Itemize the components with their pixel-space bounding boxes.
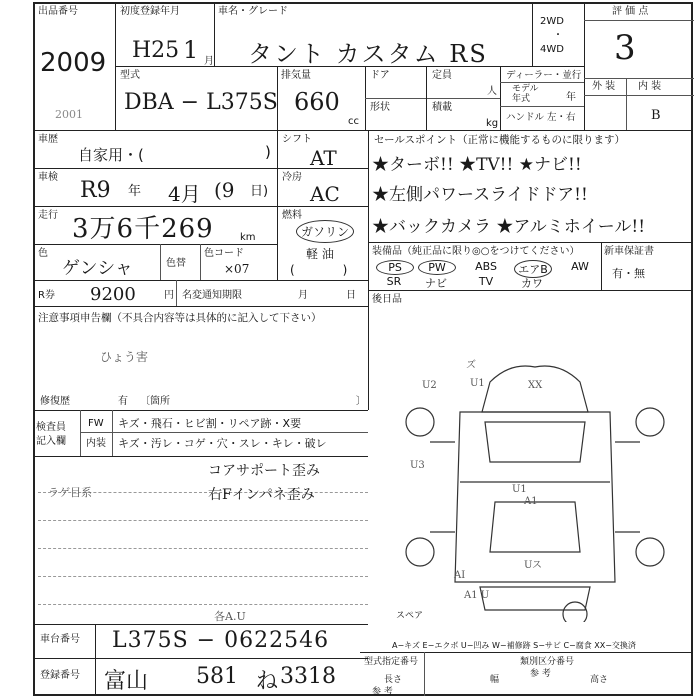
- ref-label-2: 参 考: [530, 669, 551, 679]
- diagram-note-ai: AI: [454, 570, 466, 581]
- inspector-label-1: 検査員: [36, 422, 66, 433]
- repair-label: 修復歴: [40, 396, 70, 407]
- diagram-note-u1b: U1: [512, 484, 527, 495]
- equipment-item: カワ: [521, 277, 543, 290]
- score-interior-label: 内 装: [638, 81, 662, 92]
- diagram-note-su: ス: [532, 560, 542, 571]
- score-exterior-label: 外 装: [592, 81, 616, 92]
- lot-label: 出品番号: [38, 6, 78, 17]
- width-label: 幅: [490, 675, 500, 685]
- model-year-unit: 年: [566, 92, 576, 103]
- diagram-note-a1: A1: [524, 496, 538, 507]
- deadline-day: 日: [346, 290, 356, 301]
- deadline-label: 名変通知期限: [182, 290, 242, 301]
- sales-line-1: ★ターボ!! ★TV!! ★ナビ!!: [372, 155, 582, 175]
- chassis-value: L375S − 0622546: [112, 628, 330, 653]
- int-items: キズ・汚レ・コゲ・穴・スレ・キレ・破レ: [118, 437, 327, 450]
- diagram-note-zu: ズ: [466, 360, 476, 371]
- equipment-item: PW: [418, 260, 456, 275]
- model-value: タント カスタム RS: [248, 40, 488, 68]
- capacity-label: 定員: [432, 70, 452, 81]
- repair-close: 〕: [356, 396, 366, 407]
- handle-label: ハンドル 左・右: [506, 112, 576, 123]
- fuel-diesel: 軽 油: [306, 247, 334, 261]
- model-year-label: モデル 年式: [512, 84, 539, 104]
- damage-legend: A−キズ E−エクボ U−凹み W−補修跡 S−サビ C−腐食 XX−交換済: [392, 641, 636, 650]
- score-interior-value: B: [651, 108, 661, 123]
- equipment-item: PS: [376, 260, 414, 275]
- shift-value: AT: [310, 146, 337, 170]
- color-code-value: ×07: [224, 262, 250, 276]
- repair-place: 〔箇所: [140, 396, 170, 407]
- recycle-unit: 円: [164, 290, 174, 301]
- spare-label: スペア: [396, 611, 424, 621]
- equipment-item: TV: [478, 275, 494, 288]
- length-label: 長さ: [384, 675, 403, 685]
- class-label: 類別区分番号: [520, 657, 575, 667]
- color-tone-label: 色替: [166, 258, 186, 269]
- plate-label: 登録番号: [40, 670, 80, 681]
- equipment-label: 装備品（純正品に限り◎○をつけてください）: [372, 246, 580, 257]
- reg-year-label: 初度登録年月: [120, 6, 180, 17]
- reg-month-unit: 月: [204, 56, 214, 67]
- history-close: ): [265, 143, 271, 161]
- plate-kana: ね: [256, 669, 279, 694]
- recycle-value: 9200: [90, 284, 136, 305]
- ref-label-1: 参 考: [372, 687, 393, 697]
- fuel-gasoline: ガソリン: [296, 220, 354, 243]
- int-label: 内装: [86, 438, 106, 449]
- diagram-note-u: U: [524, 560, 533, 571]
- inspection-day-unit: 日): [250, 184, 269, 199]
- drive-2wd: 2WD: [540, 16, 564, 27]
- notes-label: 注意事項申告欄（不具合内容等は具体的に記入して下さい）: [38, 312, 322, 324]
- type-label: 型式: [120, 70, 140, 81]
- warranty-label: 新車保証書: [604, 246, 654, 257]
- remark-line-2: 右Fインパネ歪み: [208, 487, 315, 503]
- inspection-value: R9: [80, 178, 111, 203]
- plate-number: 581: [196, 664, 238, 689]
- capacity-unit: 人: [487, 86, 497, 97]
- deadline-month: 月: [298, 290, 308, 301]
- plate-region: 富山: [104, 669, 149, 694]
- inspector-label-2: 記入欄: [36, 436, 66, 447]
- remark-line-3: ラゲ目系: [48, 486, 92, 499]
- door-label: ドア: [370, 70, 390, 81]
- type-designation-label: 型式指定番号: [364, 657, 419, 667]
- remark-line-1: コアサポート歪み: [208, 463, 320, 479]
- chassis-label: 車台番号: [40, 634, 80, 645]
- load-unit: kg: [486, 118, 499, 129]
- inspection-label: 車検: [38, 172, 58, 183]
- height-label: 高さ: [590, 675, 609, 685]
- shift-label: シフト: [282, 134, 312, 145]
- drive-dot: ・: [553, 30, 563, 41]
- score-label: 評 価 点: [612, 6, 649, 17]
- equipment-item: AW: [571, 260, 589, 273]
- repair-value: 有: [118, 396, 128, 407]
- inspection-year-unit: 年: [128, 184, 142, 199]
- plate-digits: 3318: [280, 664, 336, 689]
- diagram-note-xx: XX: [528, 380, 543, 391]
- history-label: 車歴: [38, 134, 58, 145]
- reg-month-value: 1: [183, 36, 199, 64]
- remark-bottom: 各A.U: [214, 610, 246, 623]
- mileage-value: 3万6千269: [72, 214, 214, 244]
- sales-label: セールスポイント（正常に機能するものに限ります）: [374, 134, 626, 146]
- sales-line-3: ★バックカメラ ★アルミホイール!!: [372, 217, 646, 237]
- type-value: DBA − L375S: [124, 90, 278, 115]
- history-value: 自家用・(: [78, 146, 144, 164]
- score-value: 3: [614, 28, 636, 68]
- mileage-unit: km: [240, 232, 256, 243]
- diagram-note-u3: U3: [410, 460, 425, 471]
- shape-label: 形状: [370, 102, 390, 113]
- dealer-label: ディーラー・並行: [506, 70, 582, 81]
- equipment-item: エアB: [514, 260, 552, 278]
- notes-handwritten: ひょう害: [100, 350, 149, 364]
- equipment-item: ナビ: [425, 277, 447, 290]
- color-value: ゲンシャ: [62, 258, 133, 279]
- fuel-other: ( ): [290, 263, 348, 277]
- diagram-note-u2: U2: [422, 380, 437, 391]
- displacement-unit: cc: [348, 116, 359, 127]
- displacement-label: 排気量: [281, 70, 311, 81]
- rear-seat-label: 後日品: [372, 294, 402, 305]
- car-diagram: [400, 352, 670, 622]
- mileage-label: 走行: [38, 210, 58, 221]
- sales-line-2: ★左側パワースライドドア!!: [372, 185, 588, 205]
- diagram-note-a1u: A1 U: [464, 590, 490, 601]
- aircon-value: AC: [310, 182, 340, 206]
- recycle-label: R券: [38, 290, 55, 301]
- lot-scribble: 2001: [55, 108, 83, 121]
- load-label: 積載: [432, 102, 452, 113]
- inspection-month: 4月: [168, 182, 201, 206]
- lot-number: 2009: [40, 48, 107, 78]
- aircon-label: 冷房: [282, 172, 302, 183]
- fw-label: FW: [88, 418, 104, 429]
- inspection-day: (9: [214, 178, 235, 202]
- fw-items: キズ・飛石・ヒビ割・リペア跡・X要: [118, 417, 302, 430]
- color-label: 色: [38, 248, 48, 259]
- equipment-item: SR: [386, 275, 402, 288]
- diagram-note-u1a: U1: [470, 378, 485, 389]
- displacement-value: 660: [294, 88, 340, 116]
- color-code-label: 色コード: [204, 248, 244, 259]
- drive-4wd: 4WD: [540, 44, 564, 55]
- model-label: 車名・グレード: [218, 6, 288, 17]
- equipment-item: ABS: [475, 260, 497, 273]
- fuel-label: 燃料: [282, 210, 302, 221]
- reg-year-value: H25: [132, 38, 180, 63]
- warranty-value: 有・無: [612, 267, 645, 280]
